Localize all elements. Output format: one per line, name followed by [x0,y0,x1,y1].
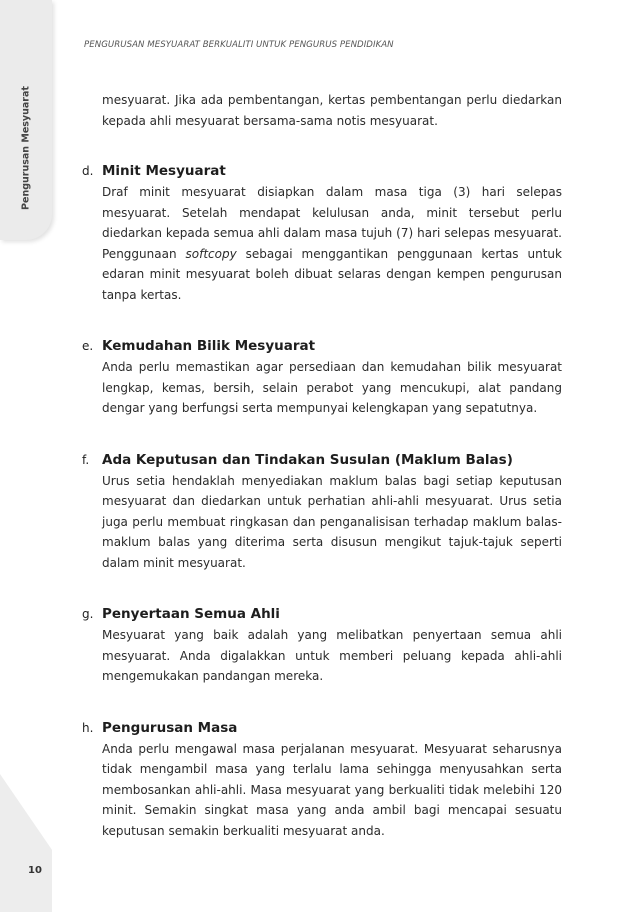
section-body-text: sebagai menggantikan penggunaan kertas untuk edaran minit mesyuarat boleh dibuat selaras dengan kempen pengurusan tanpa kertas. [102,246,562,302]
side-tab-label: Pengurusan Mesyuarat [20,86,32,210]
section-penyertaan-ahli [82,603,562,687]
section-body: Urus setia hendaklah menyediakan maklum balas bagi setiap keputusan mesyuarat dan diedarkan untuk perhatian ahli-ahli mesyuarat. Urus setia juga perlu membuat ringkasan dan penganalisisan terhadap maklum balas-maklum balas yang diterima serta disusun mengikut tajuk-tajuk seperti dalam minit mesyuarat. [102,473,562,570]
section-letter: e. [82,339,94,353]
section-heading: Minit Mesyuarat [102,163,226,179]
page-corner-decoration [0,774,52,912]
running-head: PENGURUSAN MESYUARAT BERKUALITI UNTUK PENGURUS PENDIDIKAN [84,40,394,50]
section-letter: h. [82,720,94,735]
section-minit-mesyuarat [82,160,562,305]
page-number: 10 [28,865,42,876]
page-content [82,90,562,841]
section-letter: d. [82,164,94,178]
section-body: Anda perlu mengawal masa perjalanan mesyuarat. Mesyuarat seharusnya tidak mengambil masa yang terlalu lama sehingga menyusahkan serta membosankan ahli-ahli. Masa mesyuarat yang berkualiti tidak melebihi 120 minit. Semakin singkat masa yang anda ambil bagi mencapai sesuatu keputusan semakin berkualiti mesyuarat anda. [102,741,562,838]
section-heading: Ada Keputusan dan Tindakan Susulan (Maklum Balas) [102,451,513,468]
section-letter: f. [82,452,90,467]
section-kemudahan-bilik [82,335,562,419]
section-body [102,182,562,305]
section-heading: Penyertaan Semua Ahli [102,606,280,622]
section-heading: Kemudahan Bilik Mesyuarat [102,338,316,354]
section-body-text: Draf minit mesyuarat disiapkan dalam masa tiga (3) hari selepas mesyuarat. Setelah mendapat kelulusan anda, minit tersebut perlu diedarkan kepada semua ahli dalam masa tujuh (7) hari selepas mesyuarat. Penggunaan [102,185,562,261]
section-body: Anda perlu memastikan agar persediaan dan kemudahan bilik mesyuarat lengkap, kemas, bersih, selain perabot yang mencukupi, alat pandang dengar yang berfungsi serta mempunyai kelengkapan yang sepatutnya. [102,360,562,415]
section-letter: g. [82,607,94,621]
intro-paragraph: mesyuarat. Jika ada pembentangan, kertas pembentangan perlu diedarkan kepada ahli mesyuarat bersama-sama notis mesyuarat. [102,93,562,128]
section-heading: Pengurusan Masa [102,719,238,736]
section-keputusan-tindakan [82,449,562,574]
section-pengurusan-masa [82,717,562,842]
side-tab [0,0,52,240]
section-body-emphasis: softcopy [185,246,237,261]
section-body: Mesyuarat yang baik adalah yang melibatkan penyertaan semua ahli mesyuarat. Anda digalakkan untuk memberi peluang kepada ahli-ahli mengemukakan pandangan mereka. [102,628,562,683]
